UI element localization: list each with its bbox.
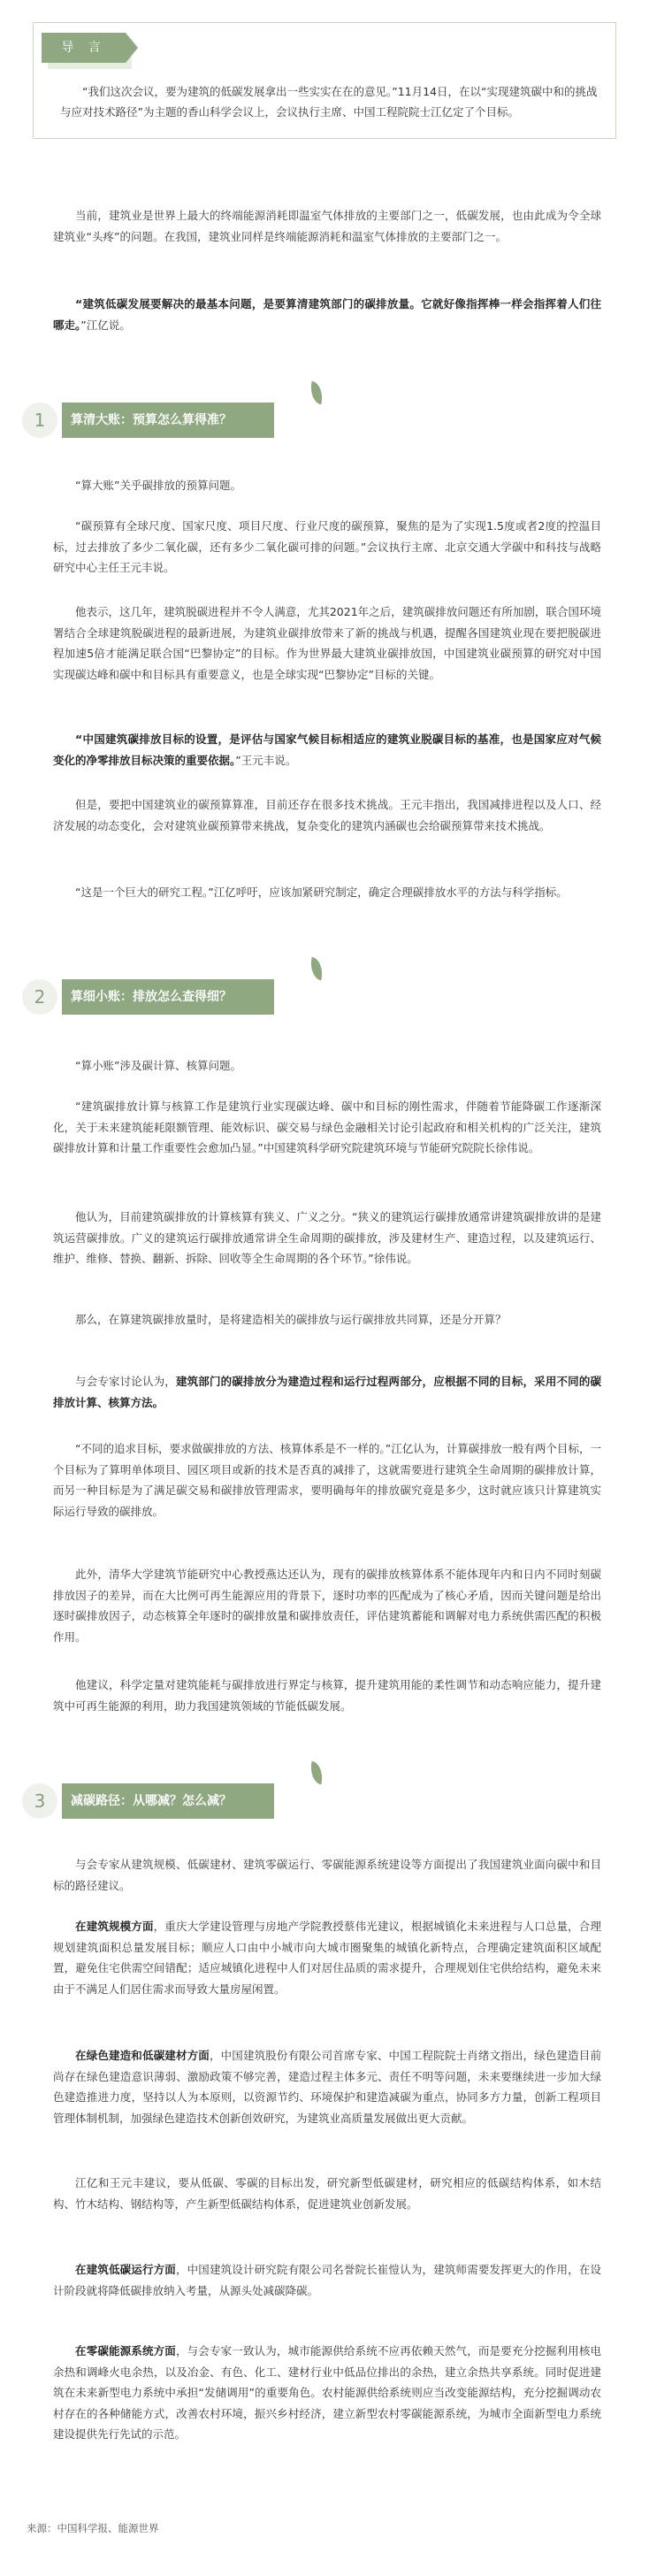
section2-paragraph-4: 那么，在算建筑碳排放量时，是将建造相关的碳排放与运行碳排放共同算，还是分开算？	[75, 1313, 507, 1326]
section3-paragraph-3	[53, 2045, 601, 2128]
section1-paragraph-5: 但是，要把中国建筑业的碳预算算准，目前还存在很多技术挑战。王元丰指出，我国减排进程以及人口、经济发展的动态变化，会对建筑业碳预算带来挑战，复杂变化的建筑内涵碳也会给碳预算带来技术挑战。	[53, 798, 601, 832]
section2-paragraph-3: 他认为，目前建筑碳排放的计算核算有狭义、广义之分。“狭义的建筑运行碳排放通常讲建筑碳排放讲的是建筑运营碳排放。广义的建筑运行碳排放通常讲全生命周期的碳排放，涉及建材生产、建造过程，以及建筑运行、维护、维修、替换、翻新、拆除、回收等全生命周期的各个环节。”徐伟说。	[53, 1210, 601, 1265]
intro-paragraph: 当前，建筑业是世界上最大的终端能源消耗即温室气体排放的主要部门之一，低碳发展，也由此成为令全球建筑业“头疼”的问题。在我国，建筑业同样是终端能源消耗和温室气体排放的主要部门之一。	[53, 209, 601, 243]
section3-paragraph-6	[53, 2341, 601, 2445]
section3-paragraph-6-rest: ，与会专家一致认为，城市能源供给系统不应再依赖天然气，而是要充分挖掘利用核电余热和调峰火电余热，以及冶金、有色、化工、建材行业中低品位排出的余热，建立余热共享系统。同时促进建筑在未来新型电力系统中承担“发储调用”的重要角色。农村能源供给系统则应当改变能源结构，充分挖掘调动农村存在的各种储能方式，改善农村环境，振兴乡村经济，建立新型农村零碳能源系统，为城市全面新型电力系统建设提供先行先试的示范。	[53, 2344, 601, 2441]
section3-paragraph-4: 江亿和王元丰建议，要从低碳、零碳的目标出发，研究新型低碳建材，研究相应的低碳结构体系，如木结构、竹木结构、钢结构等，产生新型低碳结构体系，促进建筑业创新发展。	[53, 2176, 601, 2211]
section1-paragraph-1: “算大账”关乎碳排放的预算问题。	[75, 479, 241, 492]
section2-paragraph-6: “不同的追求目标，要求做碳排放的方法、核算体系是不一样的。”江亿认为，计算碳排放一般有两个目标，一个目标为了算明单体项目、园区项目或新的技术是否真的减排了，这就需要进行建筑全生命周期的碳排放计算，而另一种目标是为了满足碳交易和碳排放管理需求，要明确每年的排放碳究竟是多少，这时就应该只计算建筑实际运行导致的碳排放。	[53, 1442, 601, 1518]
section-title: 算清大账：预算怎么算得准？	[62, 402, 274, 438]
section3-paragraph-3-bold: 在绿色建造和低碳建材方面	[75, 2049, 210, 2062]
section3-paragraph-5-rest: ，中国建筑设计研究院有限公司名誉院长崔愷认为，建筑师需要发挥更大的作用，在设计阶段就将降低碳排放纳入考量，从源头处减碳降碳。	[53, 2263, 601, 2297]
source-credit: 来源：中国科学报、能源世界	[27, 2522, 159, 2534]
section2-paragraph-5-bold: 建筑部门的碳排放分为建造过程和运行过程两部分，应根据不同的目标，采用不同的碳排放计算、核算方法。	[53, 1375, 601, 1409]
intro-quote	[53, 294, 601, 335]
section-number: 1	[22, 402, 57, 438]
section2-paragraph-5-pre: 与会专家讨论认为，	[75, 1375, 176, 1388]
leaf-icon	[308, 1761, 326, 1785]
section1-paragraph-4	[53, 729, 601, 770]
section-number: 2	[22, 979, 57, 1015]
section1-paragraph-4-rest: ”王元丰说。	[235, 753, 297, 767]
section3-paragraph-3-rest: ，中国建筑股份有限公司首席专家、中国工程院院士肖绪文指出，绿色建造目前尚存在绿色建造意识薄弱、激励政策不够完善，建造过程主体多元、责任不明等问题，未来要继续进一步加大绿色建造推进力度，坚持以人为本原则，以资源节约、环境保护和建造减碳为重点，协同多方力量，创新工程项目管理体制机制，加强绿色建造技术创新创效研究，为建筑业高质量发展做出更大贡献。	[53, 2049, 601, 2125]
section-title: 算细小账：排放怎么查得细？	[62, 979, 274, 1015]
section2-paragraph-7: 此外，清华大学建筑节能研究中心教授燕达还认为，现有的碳排放核算体系不能体现年内和日内不同时刻碳排放因子的差异，而在大比例可再生能源应用的背景下，逐时功率的匹配成为了核心矛盾，因而关键问题是给出逐时碳排放因子，动态核算全年逐时的碳排放量和碳排放责任，评估建筑蓄能和调解对电力系统供需匹配的积极作用。	[53, 1568, 601, 1644]
section2-paragraph-1: “算小账”涉及碳计算、核算问题。	[75, 1059, 241, 1072]
section1-paragraph-6: “这是一个巨大的研究工程。”江亿呼吁，应该加紧研究制定，确定合理碳排放水平的方法与科学指标。	[75, 886, 568, 899]
section2-paragraph-2: “建筑碳排放计算与核算工作是建筑行业实现碳达峰、碳中和目标的刚性需求，伴随着节能降碳工作逐渐深化，关于未来建筑能耗限额管理、能效标识、碳交易与绿色金融相关讨论引起政府和相关机构的广泛关注，建筑碳排放计算和计量工作重要性会愈加凸显。”中国建筑科学研究院建筑环境与节能研究院院长徐伟说。	[53, 1100, 601, 1154]
section3-paragraph-5	[53, 2259, 601, 2301]
section2-paragraph-5	[53, 1371, 601, 1413]
section1-paragraph-2: “碳预算有全球尺度、国家尺度、项目尺度、行业尺度的碳预算，聚焦的是为了实现1.5度或者2度的控温目标，过去排放了多少二氧化碳，还有多少二氧化碳可排的问题。”会议执行主席、北京交通大学碳中和科技与战略研究中心主任王元丰说。	[53, 519, 601, 574]
section1-paragraph-4-bold: “中国建筑碳排放目标的设置，是评估与国家气候目标相适应的建筑业脱碳目标的基准，也是国家应对气候变化的净零排放目标决策的重要依据。	[53, 732, 601, 767]
section3-paragraph-6-bold: 在零碳能源系统方面	[75, 2344, 176, 2358]
leaf-icon	[308, 957, 326, 981]
section-title: 减碳路径：从哪减？怎么减？	[62, 1783, 274, 1819]
section2-paragraph-8: 他建议，科学定量对建筑能耗与碳排放进行界定与核算，提升建筑用能的柔性调节和动态响应能力，提升建筑中可再生能源的利用，助力我国建筑领域的节能低碳发展。	[53, 1678, 601, 1713]
lead-tag: 导 言	[42, 33, 126, 63]
section-number: 3	[22, 1783, 57, 1819]
intro-quote-rest: ”江亿说。	[80, 318, 131, 332]
lead-text: “我们这次会议，要为建筑的低碳发展拿出一些实实在在的意见。”11月14日，在以“实现建筑碳中和的挑战与应对技术路径”为主题的香山科学会议上，会议执行主席、中国工程院院士江亿定了个目标。	[60, 85, 598, 119]
lead-box	[33, 22, 616, 139]
section1-paragraph-3: 他表示，这几年，建筑脱碳进程并不令人满意，尤其2021年之后，建筑碳排放问题还有所加剧，联合国环境署结合全球建筑脱碳进程的最新进展，为建筑业碳排放带来了新的挑战与机遇，提醒各国建筑业现在要把脱碳进程加速5倍才能满足联合国“巴黎协定”的目标。作为世界最大建筑业碳排放国，中国建筑业碳预算的研究对中国实现碳达峰和碳中和目标具有重要意义，也是全球实现“巴黎协定”目标的关键。	[53, 605, 601, 681]
section3-paragraph-1: 与会专家从建筑规模、低碳建材、建筑零碳运行、零碳能源系统建设等方面提出了我国建筑业面向碳中和目标的路径建议。	[53, 1858, 601, 1892]
section3-paragraph-2	[53, 1916, 601, 1999]
intro-quote-bold: “建筑低碳发展要解决的最基本问题，是要算清建筑部门的碳排放量。它就好像指挥棒一样会指挥着人们往哪走。	[53, 297, 601, 332]
leaf-icon	[308, 381, 326, 405]
section3-paragraph-2-rest: ，重庆大学建设管理与房地产学院教授蔡伟光建议，根据城镇化未来进程与人口总量，合理规划建筑面积总量发展目标；顺应人口由中小城市向大城市圈聚集的城镇化新特点，合理确定建筑面积区域配置，避免住宅供需空间错配；适应城镇化进程中人们对居住品质的需求提升，合理规划住宅供给结构，避免未来由于不满足人们居住需求而导致大量房屋闲置。	[53, 1920, 601, 1996]
section3-paragraph-2-bold: 在建筑规模方面	[75, 1920, 154, 1933]
section3-paragraph-5-bold: 在建筑低碳运行方面	[75, 2263, 176, 2276]
